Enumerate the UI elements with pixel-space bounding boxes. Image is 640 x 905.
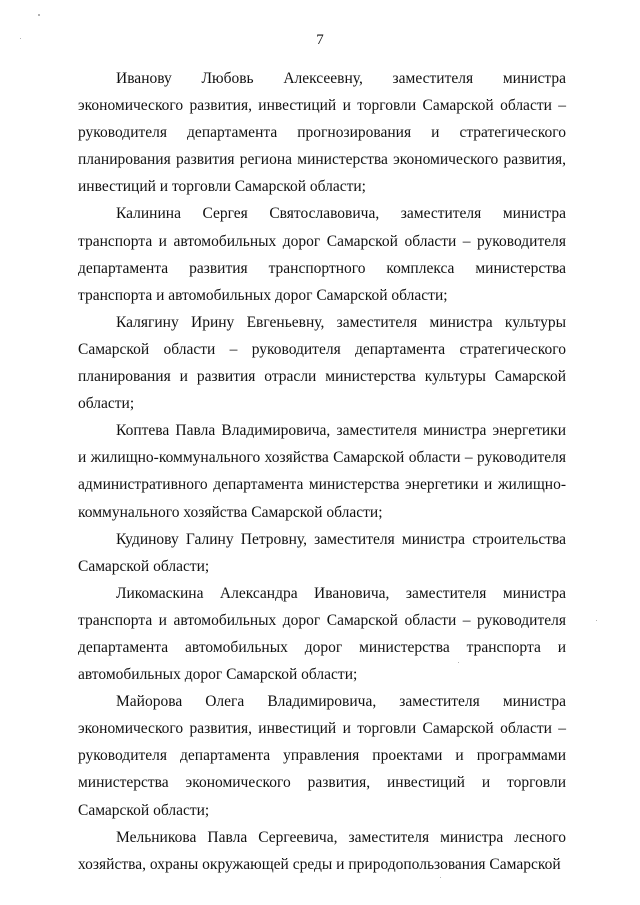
paragraph-koptev: Коптева Павла Владимировича, заместителя министра энергетики и жилищно-коммунального хозяйства Самарской области – руководителя административного департамента министерства энергетики и жилищно-коммунального хозяйства Самарской области;: [78, 422, 566, 521]
paragraph-ivanova: Иванову Любовь Алексеевну, заместителя министра экономического развития, инвестиций и торговли Самарской области – руководителя департамента прогнозирования и стратегического планирования развития региона министерства экономического развития, инвестиций и торговли Самарской области;: [78, 70, 566, 196]
scan-speck: [38, 14, 40, 16]
scan-speck: [596, 620, 597, 621]
paragraph-mayorov: Майорова Олега Владимировича, заместителя министра экономического развития, инвестиций и торговли Самарской области – руководителя департамента управления проектами и программами министерства экономического развития, инвестиций и торговли Самарской области;: [78, 693, 566, 819]
paragraph-kalyagina: Калягину Ирину Евгеньевну, заместителя министра культуры Самарской области – руководителя департамента стратегического планирования и развития отрасли министерства культуры Самарской области;: [78, 313, 566, 413]
scan-speck: [458, 662, 459, 663]
paragraph-likomaskin: Ликомаскина Александра Ивановича, заместителя министра транспорта и автомобильных дорог Самарской области – руководителя департамента автомобильных дорог министерства транспорта и автомобильных дорог Самарской области;: [78, 584, 566, 684]
paragraph-kalinin: Калинина Сергея Святославовича, заместителя министра транспорта и автомобильных дорог Самарской области – руководителя департамента развития транспортного комплекса министерства транспорта и автомобильных дорог Самарской области;: [78, 205, 566, 304]
scan-speck: [20, 38, 21, 39]
paragraph-melnikov: Мельникова Павла Сергеевича, заместителя министра лесного хозяйства, охраны окружающей среды и природопользования Самарской: [78, 828, 566, 873]
scan-speck: [440, 877, 441, 878]
paragraph-kudinova: Кудинову Галину Петровну, заместителя министра строительства Самарской области;: [78, 530, 566, 575]
document-body: [78, 65, 566, 878]
page-number: 7: [316, 32, 324, 48]
